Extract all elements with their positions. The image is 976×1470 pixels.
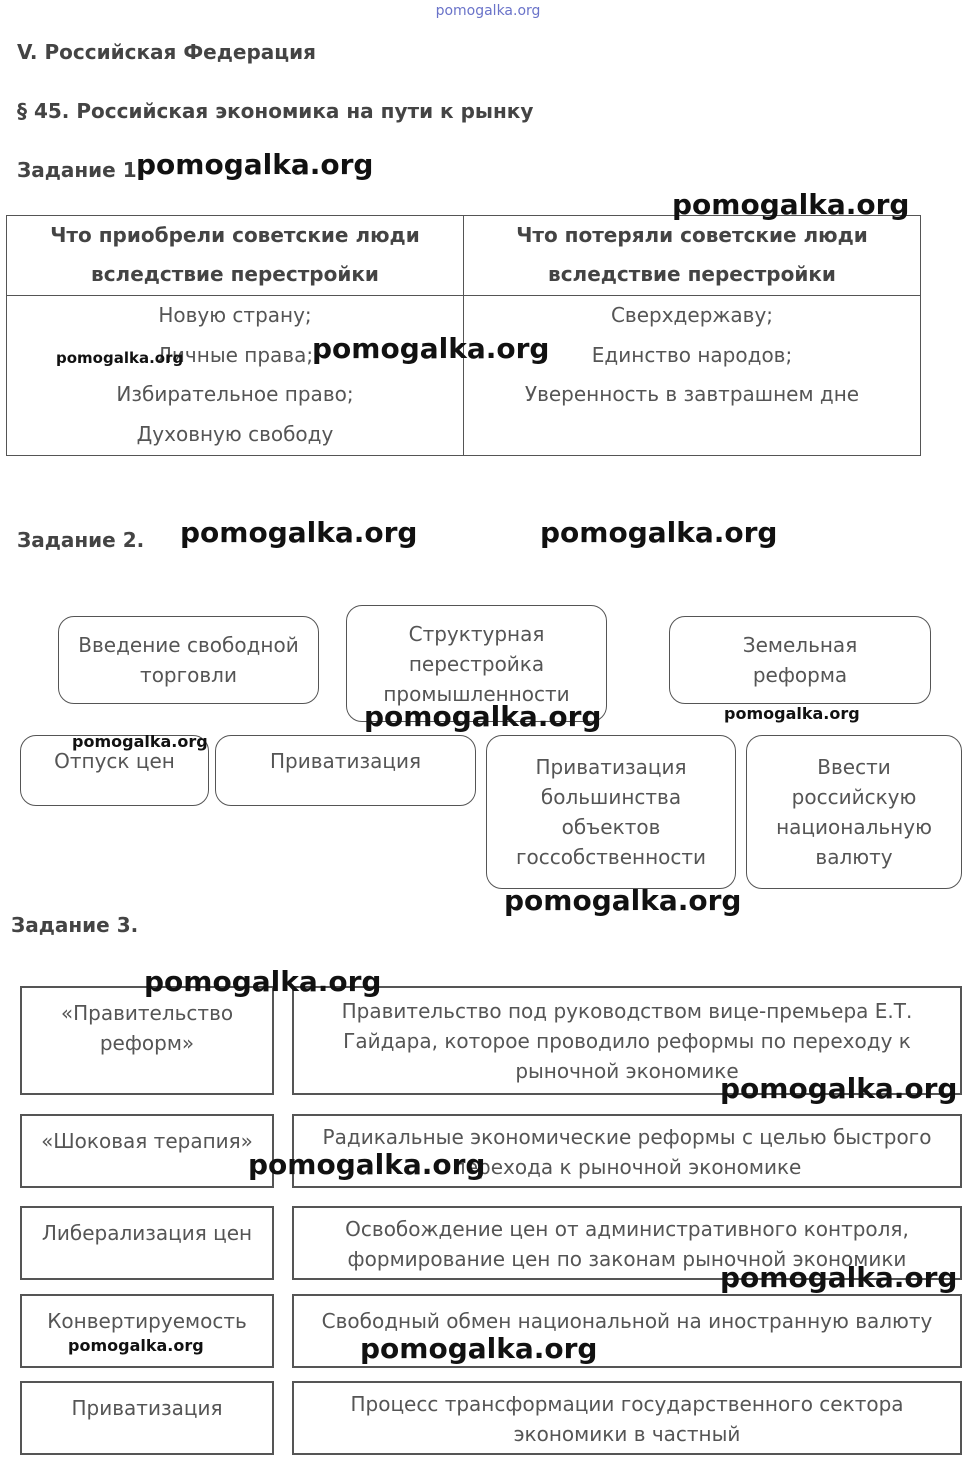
reform-box [746, 735, 962, 889]
reform-box [58, 616, 319, 704]
term-box [20, 1294, 274, 1368]
watermark-text: pomogalka.org [672, 188, 910, 221]
definition-text: Правительство под руководством вице-премьера Е.Т. Гайдара, которое проводило реформы по переходу к рыночной экономике [341, 999, 913, 1083]
gained-item: Новую страну; [158, 303, 312, 327]
watermark-text: pomogalka.org [180, 516, 418, 549]
watermark-text: pomogalka.org [360, 1332, 598, 1365]
reform-box [215, 735, 476, 806]
gained-cell [7, 296, 464, 456]
watermark-text: pomogalka.org [144, 965, 382, 998]
lost-item: Уверенность в завтрашнем дне [524, 382, 860, 406]
watermark-text: pomogalka.org [248, 1148, 486, 1181]
term-box [20, 1206, 274, 1280]
reform-box-text: Отпуск цен [54, 749, 175, 773]
gained-item: Избирательное право; [116, 382, 354, 406]
term-box [20, 986, 274, 1095]
term-text: Конвертируемость [47, 1309, 247, 1333]
watermark-text: pomogalka.org [364, 700, 602, 733]
watermark-text: pomogalka.org [312, 332, 550, 365]
term-text: «Правительство реформ» [60, 1001, 234, 1055]
lost-cell [464, 296, 921, 456]
definition-text: Процесс трансформации государственного сектора экономики в частный [350, 1392, 904, 1446]
watermark-text: pomogalka.org [720, 1072, 958, 1105]
term-text: «Шоковая терапия» [41, 1129, 253, 1153]
watermark-text: pomogalka.org [72, 732, 208, 751]
top-watermark: pomogalka.org [435, 3, 541, 19]
lost-header: Что потеряли советские люди вследствие перестройки [464, 216, 921, 296]
watermark-text: pomogalka.org [540, 516, 778, 549]
reform-box-text: Введение свободной торговли [78, 633, 299, 687]
reform-box-text: Приватизация большинства объектов госсобственности [515, 755, 707, 869]
reform-box-text: Структурная перестройка промышленности [383, 621, 570, 706]
lost-item: Единство народов; [591, 342, 793, 367]
definition-box [292, 1381, 962, 1455]
definition-text: Свободный обмен национальной на иностранную валюту [321, 1309, 933, 1333]
paragraph-title: § 45. Российская экономика на пути к рынку [17, 99, 534, 123]
term-box [20, 1381, 274, 1455]
gained-item: Личные права; [156, 342, 314, 367]
definition-text: Освобождение цен от административного контроля, формирование цен по законам рыночной экономики [345, 1217, 909, 1271]
reform-box-text: Земельная реформа [742, 633, 858, 687]
lost-item: Сверхдержаву; [610, 303, 774, 327]
gained-item: Духовную свободу [136, 421, 334, 446]
reform-box-text: Ввести российскую национальную валюту [776, 755, 932, 869]
reform-box [669, 616, 931, 704]
watermark-text: pomogalka.org [504, 884, 742, 917]
watermark-text: pomogalka.org [724, 704, 860, 723]
watermark-text: pomogalka.org [68, 1336, 204, 1355]
watermark-text: pomogalka.org [56, 349, 184, 367]
task1-label: Задание 1. [17, 158, 145, 182]
reform-box [486, 735, 736, 889]
definition-text: Радикальные экономические реформы с целью быстрого перехода к рыночной экономике [322, 1125, 932, 1179]
watermark-text: pomogalka.org [136, 148, 374, 181]
term-text: Приватизация [71, 1396, 223, 1420]
task2-label: Задание 2. [17, 528, 145, 552]
term-text: Либерализация цен [41, 1221, 253, 1245]
gained-header: Что приобрели советские люди вследствие перестройки [7, 216, 464, 296]
reform-box-text: Приватизация [270, 749, 421, 773]
section-title: V. Российская Федерация [17, 40, 316, 64]
term-box [20, 1114, 274, 1188]
watermark-text: pomogalka.org [720, 1261, 958, 1294]
task3-label: Задание 3. [11, 913, 139, 937]
